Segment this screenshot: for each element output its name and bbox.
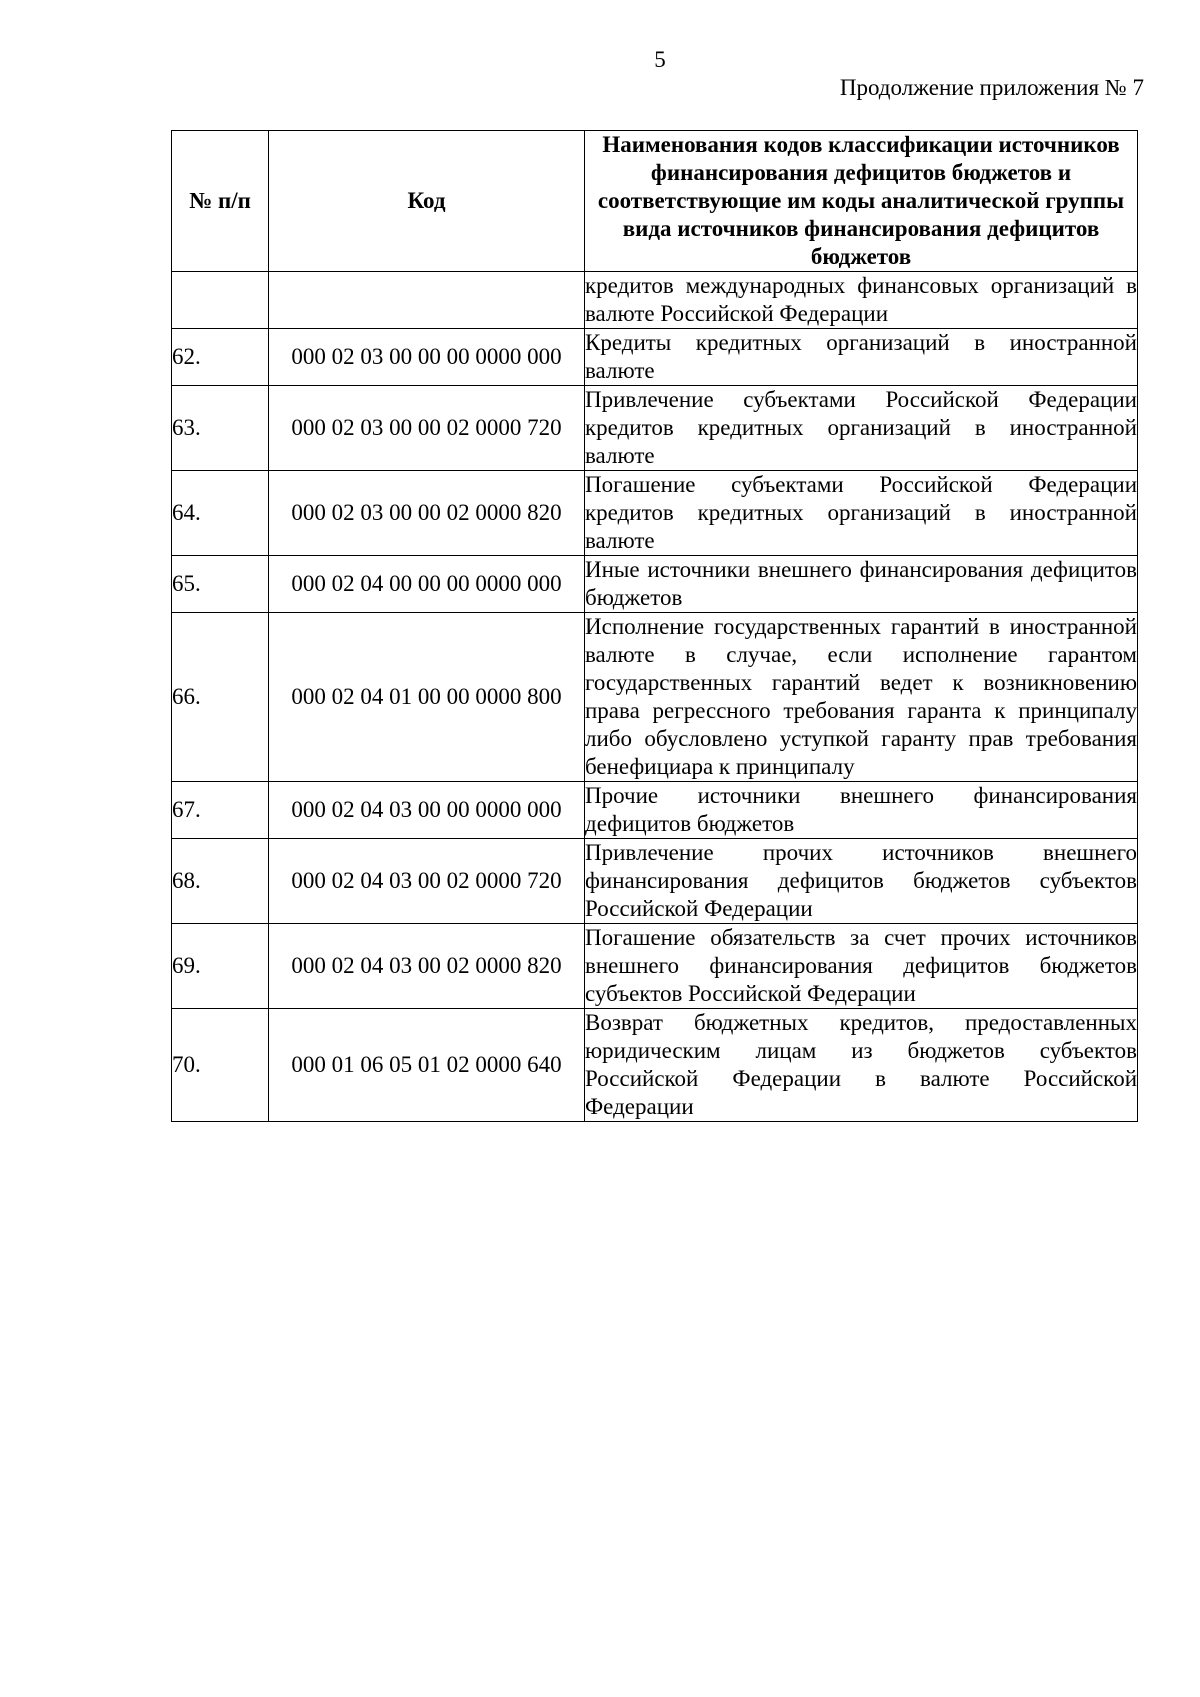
table-row (172, 329, 1138, 386)
table-row (172, 1009, 1138, 1122)
row-name: Иные источники внешнего финансирования дефицитов бюджетов (585, 556, 1138, 613)
table-row (172, 556, 1138, 613)
row-num: 67. (172, 782, 269, 839)
row-name: кредитов международных финансовых организаций в валюте Российской Федерации (585, 272, 1138, 329)
row-name: Привлечение субъектами Российской Федерации кредитов кредитных организаций в иностранной валюте (585, 386, 1138, 471)
row-code: 000 02 04 03 00 02 0000 820 (269, 924, 585, 1009)
table-row (172, 782, 1138, 839)
row-name: Возврат бюджетных кредитов, предоставленных юридическим лицам из бюджетов субъектов Российской Федерации в валюте Российской Федерации (585, 1009, 1138, 1122)
header-name: Наименования кодов классификации источников финансирования дефицитов бюджетов и соответствующие им коды аналитической группы вида источников финансирования дефицитов бюджетов (585, 131, 1138, 272)
row-code: 000 02 04 00 00 00 0000 000 (269, 556, 585, 613)
row-name: Исполнение государственных гарантий в иностранной валюте в случае, если исполнение гарантом государственных гарантий ведет к возникновению права регрессного требования гаранта к принципалу либо обусловлено уступкой гаранту прав требования бенефициара к принципалу (585, 613, 1138, 782)
row-name: Привлечение прочих источников внешнего финансирования дефицитов бюджетов субъектов Российской Федерации (585, 839, 1138, 924)
header-code: Код (269, 131, 585, 272)
table-row (172, 386, 1138, 471)
header-num: № п/п (172, 131, 269, 272)
row-num (172, 272, 269, 329)
table-row (172, 272, 1138, 329)
row-code (269, 272, 585, 329)
row-name: Погашение обязательств за счет прочих источников внешнего финансирования дефицитов бюджетов субъектов Российской Федерации (585, 924, 1138, 1009)
row-code: 000 02 03 00 00 00 0000 000 (269, 329, 585, 386)
row-code: 000 02 04 01 00 00 0000 800 (269, 613, 585, 782)
row-code: 000 02 04 03 00 00 0000 000 (269, 782, 585, 839)
row-name: Прочие источники внешнего финансирования дефицитов бюджетов (585, 782, 1138, 839)
row-name: Кредиты кредитных организаций в иностранной валюте (585, 329, 1138, 386)
page-number: 5 (654, 47, 666, 72)
row-num: 63. (172, 386, 269, 471)
row-num: 64. (172, 471, 269, 556)
row-num: 66. (172, 613, 269, 782)
row-code: 000 02 04 03 00 02 0000 720 (269, 839, 585, 924)
classification-table (171, 130, 1138, 1122)
row-name: Погашение субъектами Российской Федерации кредитов кредитных организаций в иностранной валюте (585, 471, 1138, 556)
table-header-row (172, 131, 1138, 272)
table-row (172, 924, 1138, 1009)
row-code: 000 01 06 05 01 02 0000 640 (269, 1009, 585, 1122)
row-num: 68. (172, 839, 269, 924)
table-row (172, 613, 1138, 782)
continuation-note: Продолжение приложения № 7 (839, 75, 1144, 100)
row-num: 69. (172, 924, 269, 1009)
table-row (172, 839, 1138, 924)
row-num: 62. (172, 329, 269, 386)
row-num: 70. (172, 1009, 269, 1122)
row-code: 000 02 03 00 00 02 0000 820 (269, 471, 585, 556)
row-num: 65. (172, 556, 269, 613)
row-code: 000 02 03 00 00 02 0000 720 (269, 386, 585, 471)
table-row (172, 471, 1138, 556)
